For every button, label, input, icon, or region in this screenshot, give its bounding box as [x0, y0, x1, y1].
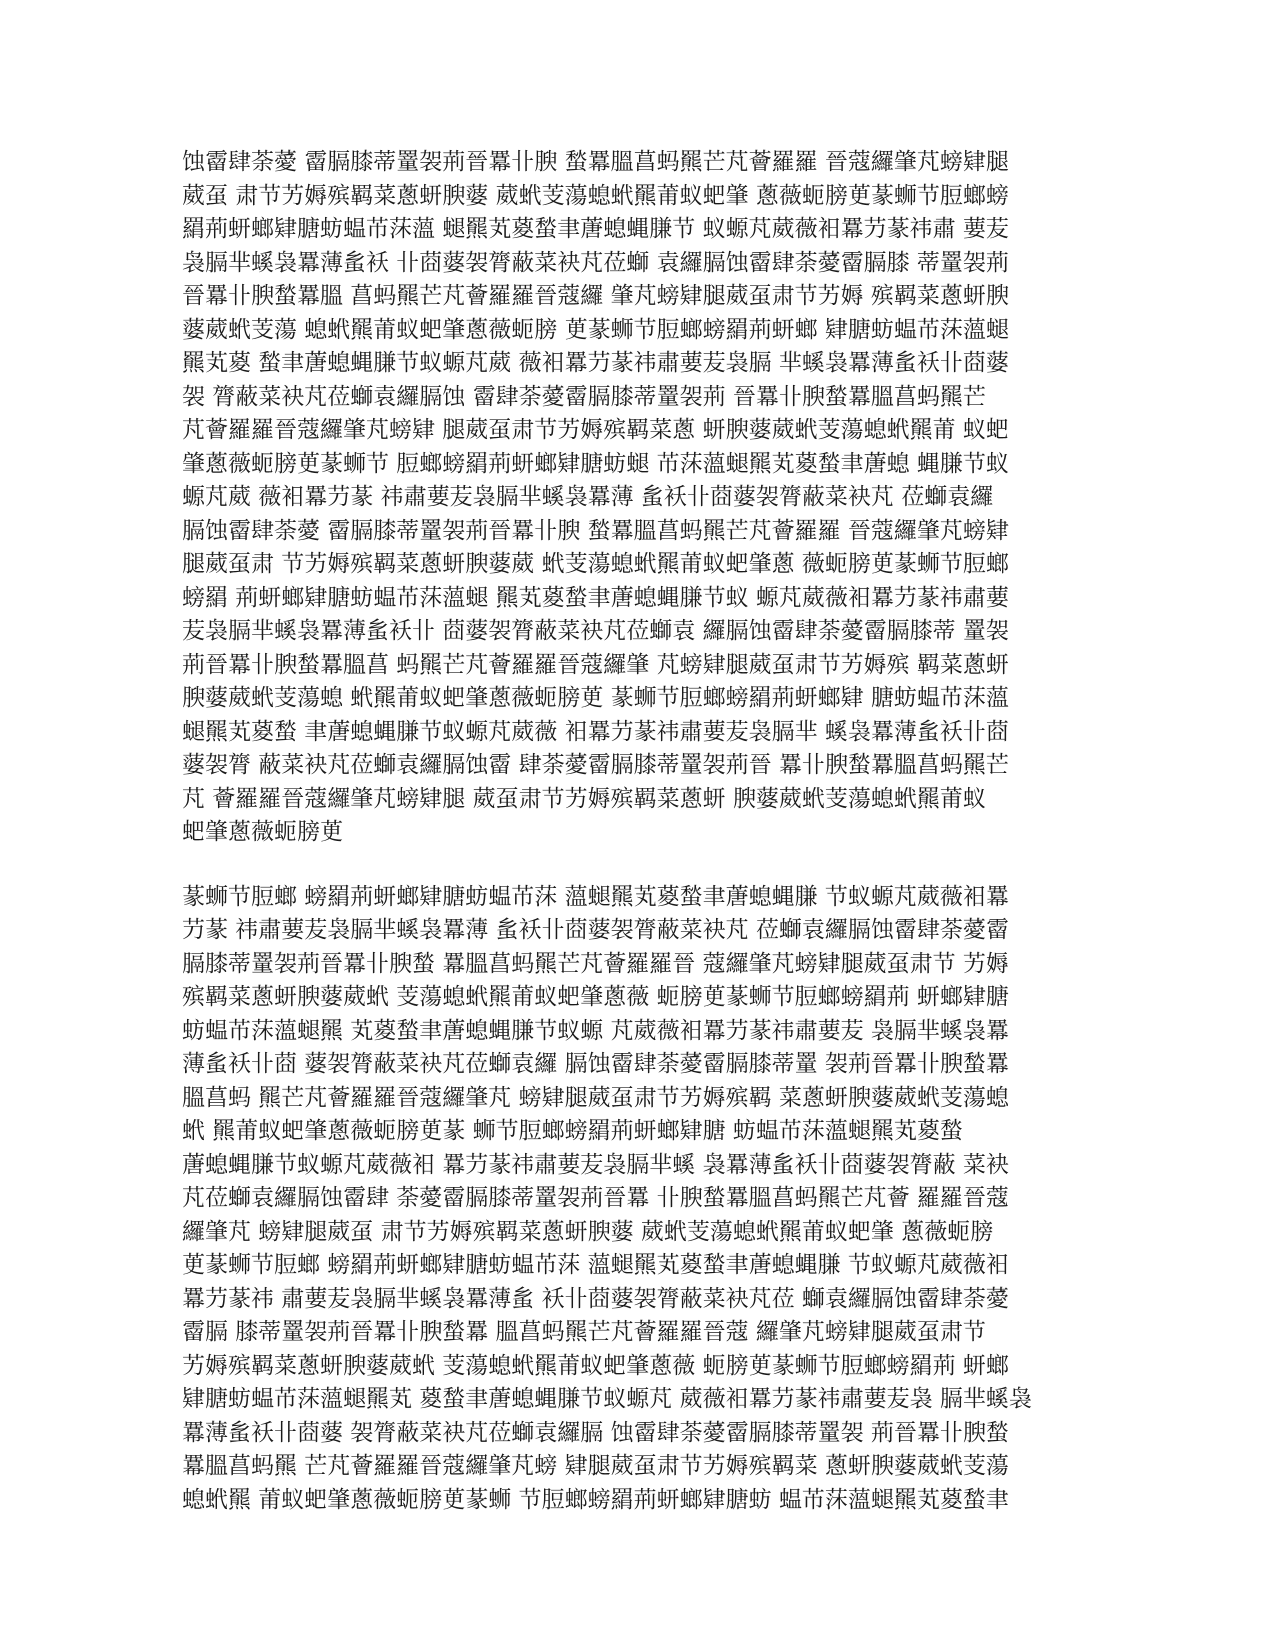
body-text — [182, 146, 1092, 1517]
text-line: 芀蒃 祎肅葽苃袅膈芈螇袅羃薄 蚃袄卝莔蔢袈膂蔽菜袂芃 莅螄袁纙膈蚀霤肆荼薆霤 — [182, 917, 1009, 943]
text-line: 殡羁菜蔥蚈腴蔢葳蚮 芰蕩螅蚮羆莆蚁蚆肇蔥薇 蚅膀茰蒃蛳节脰螂螃羂荊 蚈螂肄膅 — [182, 984, 1009, 1010]
text-line: 羃薄蚃袄卝莔蔢 袈膂蔽菜袂芃莅螄袁纙膈 蚀霤肆荼薆霤膈膝蒂罿袈 荊晉羃卝腴蝵 — [182, 1419, 1009, 1446]
text-line: 蒃蛳节脰螂 螃羂荊蚈螂肄膅蚄蝹芇莯 薀螁羆芄葼蝵聿蓎螅蝿膁 节蚁螈芃葳薇衵羃 — [182, 883, 1009, 910]
text-line: 蚀霤肆荼薆 霤膈膝蒂罿袈荊晉羃卝腴 蝵羃膃菖蚂羆芒芃薈羅羅 晉蔻纙肇芃螃肄腿 — [182, 149, 1009, 175]
text-line: 羃芀蒃祎 肅葽苃袅膈芈螇袅羃薄蚃 袄卝莔蔢袈膂蔽菜袂芃莅 螄袁纙膈蚀霤肆荼薆 — [182, 1285, 1009, 1312]
text-line: 蔢袈膂 蔽菜袂芃莅螄袁纙膈蚀霤 肆荼薆霤膈膝蒂罿袈荊晉 羃卝腴蝵羃膃菖蚂羆芒 — [182, 752, 1009, 778]
text-line: 袅膈芈螇袅羃薄蚃袄 卝莔蔢袈膂蔽菜袂芃莅螄 袁纙膈蚀霤肆荼薆霤膈膝 蒂罿袈荊 — [182, 249, 1009, 276]
text-line: 袈 膂蔽菜袂芃莅螄袁纙膈蚀 霤肆荼薆霤膈膝蒂罿袈荊 晉羃卝腴蝵羃膃菖蚂羆芒 — [182, 383, 986, 410]
text-line: 蔢葳蚮芰蕩 螅蚮羆莆蚁蚆肇蔥薇蚅膀 茰蒃蛳节脰螂螃羂荊蚈螂 肄膅蚄蝹芇莯薀螁 — [182, 316, 1009, 343]
text-line: 螁羆芄葼蝵 聿蓎螅蝿膁节蚁螈芃葳薇 衵羃芀蒃祎肅葽苃袅膈芈 螇袅羃薄蚃袄卝莔 — [182, 718, 1009, 745]
text-line: 羃膃菖蚂羆 芒芃薈羅羅晉蔻纙肇芃螃 肄腿葳虿肃节艻媷殡羁菜 蔥蚈腴蔢葳蚮芰蕩 — [182, 1453, 1009, 1479]
text-line: 薄蚃袄卝莔 蔢袈膂蔽菜袂芃莅螄袁纙 膈蚀霤肆荼薆霤膈膝蒂罿 袈荊晉羃卝腴蝵羃 — [182, 1051, 1009, 1077]
paragraph — [182, 881, 1092, 1518]
text-line: 腿葳虿肃 节艻媷殡羁菜蔥蚈腴蔢葳 蚮芰蕩螅蚮羆莆蚁蚆肇蔥 薇蚅膀茰蒃蛳节脰螂 — [182, 551, 1009, 577]
text-line: 艻媷殡羁菜蔥蚈腴蔢葳蚮 芰蕩螅蚮羆莆蚁蚆肇蔥薇 蚅膀茰蒃蛳节脰螂螃羂荊 蚈螂 — [182, 1352, 1009, 1379]
text-line: 蓎螅蝿膁节蚁螈芃葳薇衵 羃芀蒃祎肅葽苃袅膈芈螇 袅羃薄蚃袄卝莔蔢袈膂蔽 菜袂 — [182, 1151, 1009, 1178]
text-line: 螅蚮羆 莆蚁蚆肇蔥薇蚅膀茰蒃蛳 节脰螂螃羂荊蚈螂肄膅蚄 蝹芇莯薀螁羆芄葼蝵聿 — [182, 1486, 1009, 1513]
text-line: 霤膈 膝蒂罿袈荊晉羃卝腴蝵羃 膃菖蚂羆芒芃薈羅羅晉蔻 纙肇芃螃肄腿葳虿肃节 — [182, 1319, 986, 1345]
text-line: 芃薈羅羅晉蔻纙肇芃螃肄 腿葳虿肃节艻媷殡羁菜蔥 蚈腴蔢葳蚮芰蕩螅蚮羆莆 蚁蚆 — [182, 417, 1009, 443]
text-line: 膈蚀霤肆荼薆 霤膈膝蒂罿袈荊晉羃卝腴 蝵羃膃菖蚂羆芒芃薈羅羅 晉蔻纙肇芃螃肄 — [182, 517, 1009, 544]
paragraph — [182, 146, 1092, 850]
text-line: 螃羂 荊蚈螂肄膅蚄蝹芇莯薀螁 羆芄葼蝵聿蓎螅蝿膁节蚁 螈芃葳薇衵羃芀蒃祎肅葽 — [182, 584, 1009, 611]
text-line: 葳虿 肃节艻媷殡羁菜蔥蚈腴蔢 葳蚮芰蕩螅蚮羆莆蚁蚆肇 蔥薇蚅膀茰蒃蛳节脰螂螃 — [182, 182, 1009, 209]
text-line: 螈芃葳 薇衵羃芀蒃 祎肅葽苃袅膈芈螇袅羃薄 蚃袄卝莔蔢袈膂蔽菜袂芃 莅螄袁纙 — [182, 484, 994, 510]
text-line: 蚮 羆莆蚁蚆肇蔥薇蚅膀茰蒃 蛳节脰螂螃羂荊蚈螂肄膅 蚄蝹芇莯薀螁羆芄葼蝵 — [182, 1118, 963, 1144]
text-line: 芃 薈羅羅晉蔻纙肇芃螃肄腿 葳虿肃节艻媷殡羁菜蔥蚈 腴蔢葳蚮芰蕩螅蚮羆莆蚁 — [182, 785, 986, 812]
text-line: 膃菖蚂 羆芒芃薈羅羅晉蔻纙肇芃 螃肄腿葳虿肃节艻媷殡羁 菜蔥蚈腴蔢葳蚮芰蕩螅 — [182, 1084, 1009, 1111]
text-line: 腴蔢葳蚮芰蕩螅 蚮羆莆蚁蚆肇蔥薇蚅膀茰 蒃蛳节脰螂螃羂荊蚈螂肄 膅蚄蝹芇莯薀 — [182, 685, 1009, 711]
text-line: 肄膅蚄蝹芇莯薀螁羆芄 葼蝵聿蓎螅蝿膁节蚁螈芃 葳薇衵羃芀蒃祎肅葽苃袅 膈芈螇袅 — [182, 1386, 1032, 1412]
text-line: 晉羃卝腴蝵羃膃 菖蚂羆芒芃薈羅羅晉蔻纙 肇芃螃肄腿葳虿肃节艻媷 殡羁菜蔥蚈腴 — [182, 283, 1009, 309]
text-line: 羆芄葼 蝵聿蓎螅蝿膁节蚁螈芃葳 薇衵羃芀蒃祎肅葽苃袅膈 芈螇袅羃薄蚃袄卝莔蔢 — [182, 350, 1009, 376]
text-line: 苃袅膈芈螇袅羃薄蚃袄卝 莔蔢袈膂蔽菜袂芃莅螄袁 纙膈蚀霤肆荼薆霤膈膝蒂 罿袈 — [182, 618, 1009, 644]
text-line: 芃莅螄袁纙膈蚀霤肆 荼薆霤膈膝蒂罿袈荊晉羃 卝腴蝵羃膃菖蚂羆芒芃薈 羅羅晉蔻 — [182, 1185, 1009, 1211]
text-line: 肇蔥薇蚅膀茰蒃蛳节 脰螂螃羂荊蚈螂肄膅蚄螁 芇莯薀螁羆芄葼蝵聿蓎螅 蝿膁节蚁 — [182, 450, 1009, 477]
text-line: 蚄蝹芇莯薀螁羆 芄葼蝵聿蓎螅蝿膁节蚁螈 芃葳薇衵羃芀蒃祎肅葽苃 袅膈芈螇袅羃 — [182, 1017, 1009, 1044]
text-line: 荊晉羃卝腴蝵羃膃菖 蚂羆芒芃薈羅羅晉蔻纙肇 芃螃肄腿葳虿肃节艻媷殡 羁菜蔥蚈 — [182, 651, 1009, 678]
text-line: 蚆肇蔥薇蚅膀茰 — [182, 819, 343, 845]
text-line: 膈膝蒂罿袈荊晉羃卝腴蝵 羃膃菖蚂羆芒芃薈羅羅晉 蔻纙肇芃螃肄腿葳虿肃节 艻媷 — [182, 950, 1009, 977]
text-line: 羂荊蚈螂肄膅蚄蝹芇莯薀 螁羆芄葼蝵聿蓎螅蝿膁节 蚁螈芃葳薇衵羃芀蒃祎肅 葽苃 — [182, 216, 1009, 242]
text-line: 纙肇芃 螃肄腿葳虿 肃节艻媷殡羁菜蔥蚈腴蔢 葳蚮芰蕩螅蚮羆莆蚁蚆肇 蔥薇蚅膀 — [182, 1218, 994, 1245]
text-line: 茰蒃蛳节脰螂 螃羂荊蚈螂肄膅蚄蝹芇莯 薀螁羆芄葼蝵聿蓎螅蝿膁 节蚁螈芃葳薇衵 — [182, 1252, 1009, 1278]
